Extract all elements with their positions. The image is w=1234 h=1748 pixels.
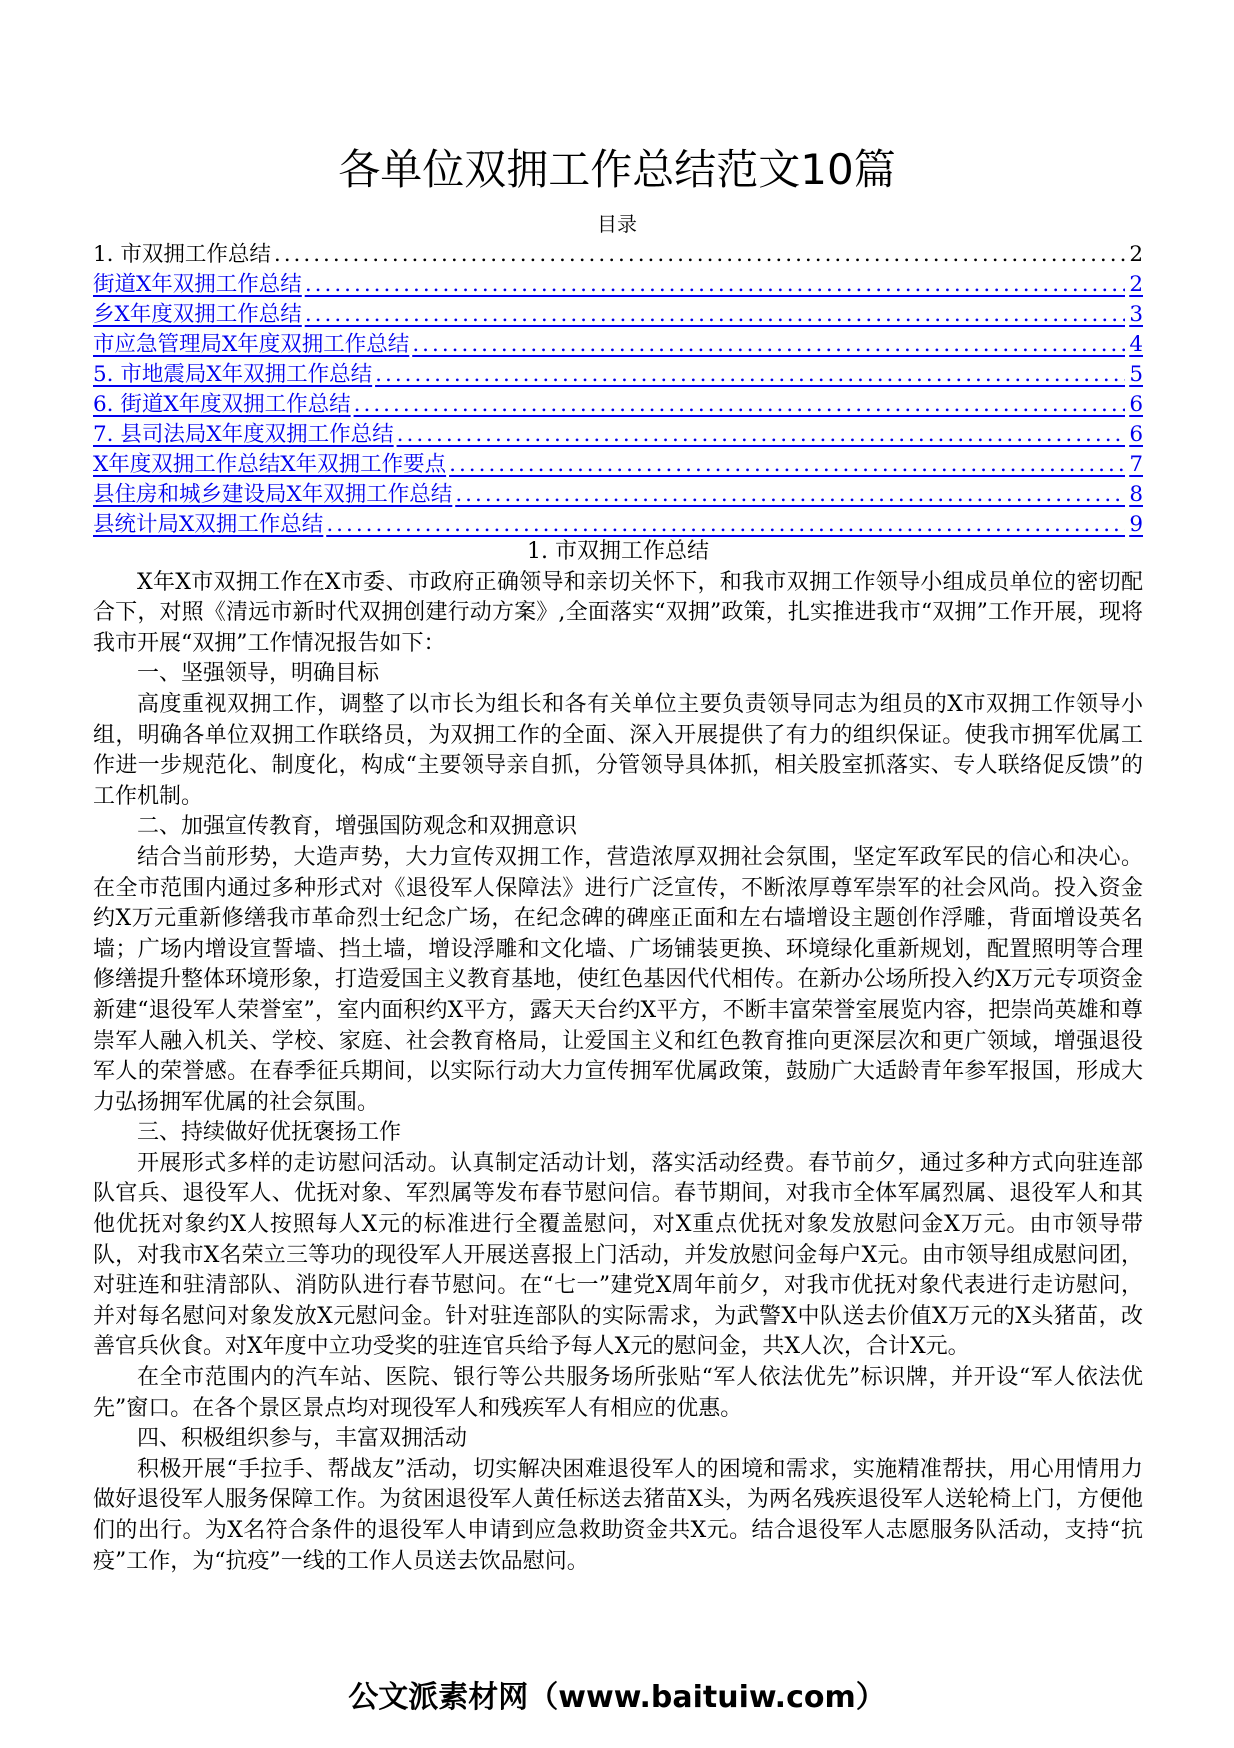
subheading: 二、加强宣传教育，增强国防观念和双拥意识 <box>137 814 578 840</box>
section-title: 1. 市双拥工作总结 <box>527 539 709 564</box>
toc-entry: 1. 市双拥工作总结 ..... 2 <box>93 240 1143 270</box>
toc-heading: 目录 <box>597 212 637 236</box>
document-body <box>93 537 1143 1577</box>
toc-link[interactable]: 7. 县司法局X年度双拥工作总结 ..... 6 <box>93 420 1143 450</box>
subheading: 四、积极组织参与，丰富双拥活动 <box>137 1426 468 1452</box>
toc-link[interactable]: 5. 市地震局X年双拥工作总结 ..... 5 <box>93 360 1143 390</box>
toc-link[interactable]: 县统计局X双拥工作总结 ..... 9 <box>93 510 1143 540</box>
toc-link[interactable]: X年度双拥工作总结X年双拥工作要点 ..... 7 <box>93 450 1143 480</box>
toc-link[interactable]: 市应急管理局X年度双拥工作总结 ..... 4 <box>93 330 1143 360</box>
toc-link[interactable]: 街道X年双拥工作总结 ..... 2 <box>93 270 1143 300</box>
toc-link[interactable]: 6. 街道X年度双拥工作总结 ..... 6 <box>93 390 1143 420</box>
subheading: 一、坚强领导，明确目标 <box>137 661 380 687</box>
paragraph: X年X市双拥工作在X市委、市政府正确领导和亲切关怀下，和我市双拥工作领导小组成员单位的密切配合下，对照《清远市新时代双拥创建行动方案》,全面落实“双拥”政策，扎实推进我市“双拥”工作开展，现将我市开展“双拥”工作情况报告如下： <box>93 569 1143 656</box>
paragraph: 高度重视双拥工作，调整了以市长为组长和各有关单位主要负责领导同志为组员的X市双拥工作领导小组，明确各单位双拥工作联络员，为双拥工作的全面、深入开展提供了有力的组织保证。使我市拥军优属工作进一步规范化、制度化，构成“主要领导亲自抓，分管领导具体抓，相关股室抓落实、专人联络促反馈”的工作机制。 <box>93 691 1143 809</box>
paragraph: 积极开展“手拉手、帮战友”活动，切实解决困难退役军人的困境和需求，实施精准帮扶，用心用情用力做好退役军人服务保障工作。为贫困退役军人黄任标送去猪苗X头，为两名残疾退役军人送轮椅上门，方便他们的出行。为X名符合条件的退役军人申请到应急救助资金共X元。结合退役军人志愿服务队活动，支持“抗疫”工作，为“抗疫”一线的工作人员送去饮品慰问。 <box>93 1456 1143 1574</box>
subheading: 三、持续做好优抚褒扬工作 <box>137 1120 402 1146</box>
footer-watermark: 公文派素材网（www.baituiw.com） <box>348 1680 886 1715</box>
toc-link[interactable]: 县住房和城乡建设局X年双拥工作总结 ..... 8 <box>93 480 1143 510</box>
paragraph: 开展形式多样的走访慰问活动。认真制定活动计划，落实活动经费。春节前夕，通过多种方式向驻连部队官兵、退役军人、优抚对象、军烈属等发布春节慰问信。春节期间，对我市全体军属烈属、退役军人和其他优抚对象约X人按照每人X元的标准进行全覆盖慰问，对X重点优抚对象发放慰问金X万元。由市领导带队，对我市X名荣立三等功的现役军人开展送喜报上门活动，并发放慰问金每户X元。由市领导组成慰问团，对驻连和驻清部队、消防队进行春节慰问。在“七一”建党X周年前夕，对我市优抚对象代表进行走访慰问，并对每名慰问对象发放X元慰问金。针对驻连部队的实际需求，为武警X中队送去价值X万元的X头猪苗，改善官兵伙食。对X年度中立功受奖的驻连官兵给予每人X元的慰问金，共X人次，合计X元。 <box>93 1150 1143 1360</box>
document-title: 各单位双拥工作总结范文10篇 <box>338 145 896 194</box>
paragraph: 结合当前形势，大造声势，大力宣传双拥工作，营造浓厚双拥社会氛围，坚定军政军民的信心和决心。在全市范围内通过多种形式对《退役军人保障法》进行广泛宣传，不断浓厚尊军崇军的社会风尚。投入资金约X万元重新修缮我市革命烈士纪念广场，在纪念碑的碑座正面和左右墙增设主题创作浮雕，背面增设英名墙；广场内增设宣誓墙、挡土墙，增设浮雕和文化墙、广场铺装更换、环境绿化重新规划，配置照明等合理修缮提升整体环境形象，打造爱国主义教育基地，使红色基因代代相传。在新办公场所投入约X万元专项资金新建“退役军人荣誉室”，室内面积约X平方，露天天台约X平方，不断丰富荣誉室展览内容，把崇尚英雄和尊崇军人融入机关、学校、家庭、社会教育格局，让爱国主义和红色教育推向更深层次和更广领域，增强退役军人的荣誉感。在春季征兵期间，以实际行动大力宣传拥军优属政策，鼓励广大适龄青年参军报国，形成大力弘扬拥军优属的社会氛围。 <box>93 844 1143 1115</box>
toc-link[interactable]: 乡X年度双拥工作总结 ..... 3 <box>93 300 1143 330</box>
paragraph: 在全市范围内的汽车站、医院、银行等公共服务场所张贴“军人依法优先”标识牌，并开设“军人依法优先”窗口。在各个景区景点均对现役军人和残疾军人有相应的优惠。 <box>93 1365 1143 1421</box>
table-of-contents <box>93 240 1143 540</box>
